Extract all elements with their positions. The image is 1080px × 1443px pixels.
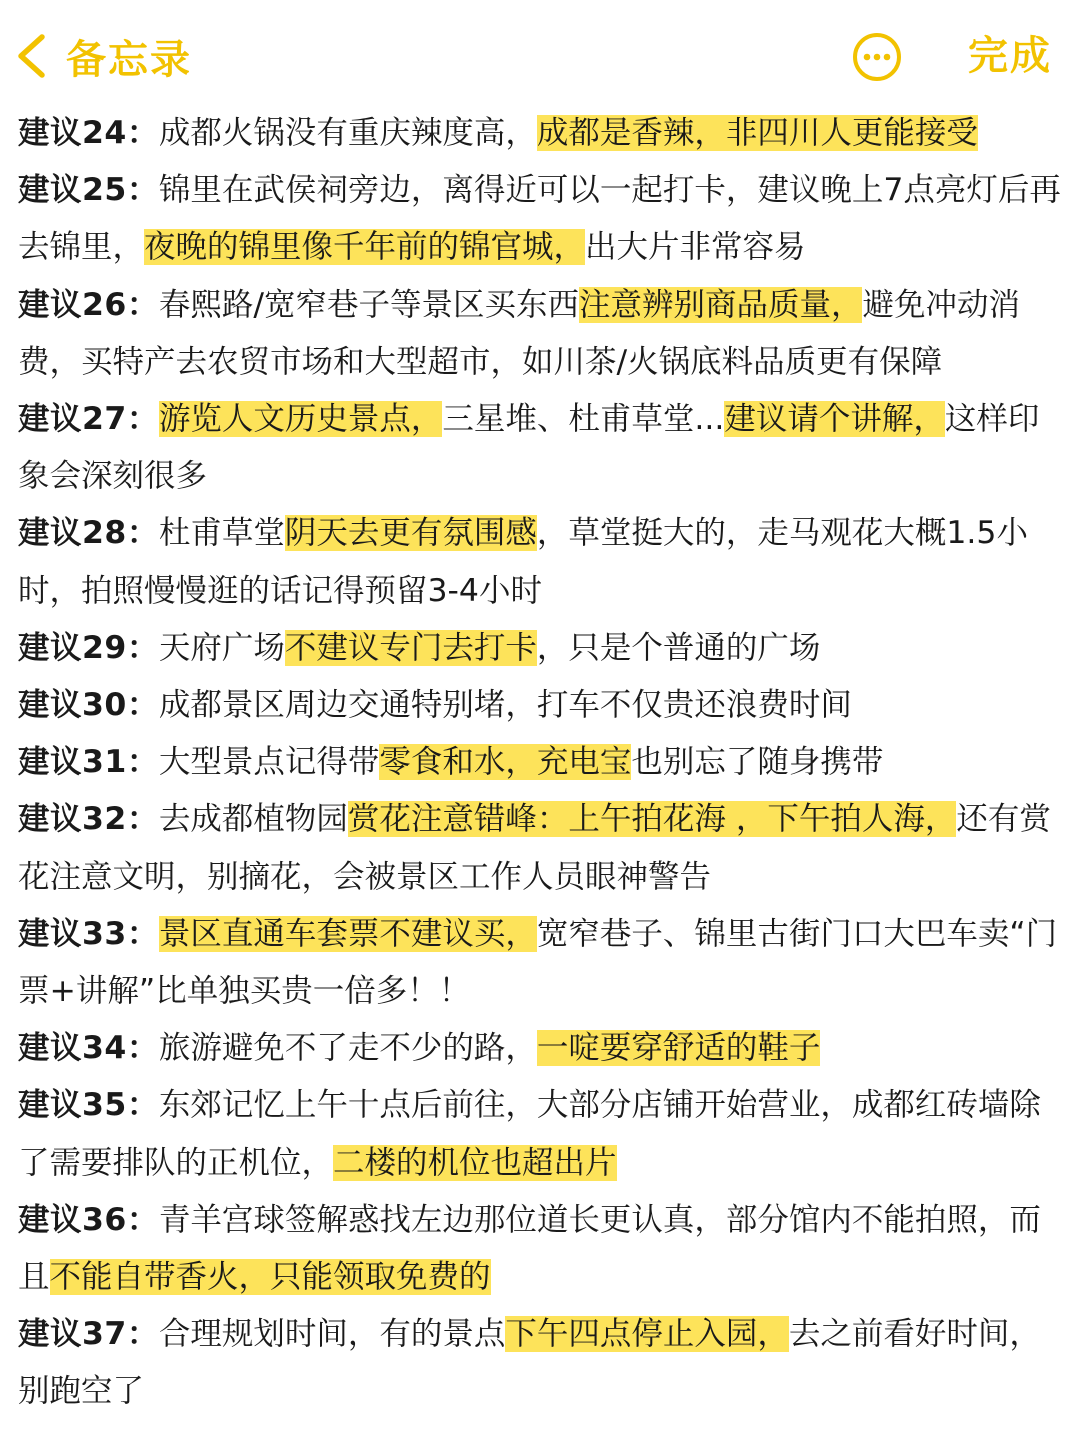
tip-text: 避免冲动消费，买特产去农贸市场和大型超市，如川茶/火锅底料品质更有保障	[18, 286, 1020, 380]
highlighted-text: 零食和水，充电宝	[379, 744, 632, 781]
tip-paragraph	[18, 906, 1064, 1020]
tip-label: 建议24：	[18, 115, 159, 151]
tip-label: 建议33：	[18, 915, 159, 952]
tip-label: 建议28：	[18, 515, 159, 552]
tip-text: 还有赏花注意文明，别摘花，会被景区工作人员眼神警告	[18, 801, 1051, 895]
tip-paragraph	[18, 620, 1064, 677]
tip-paragraph	[18, 1077, 1064, 1191]
tip-text: ，只是个普通的广场	[536, 629, 821, 666]
highlighted-text: 赏花注意错峰：上午拍花海 ，下午拍人海，	[347, 801, 957, 838]
highlighted-text: 成都是香辣，非四川人更能接受	[536, 115, 978, 151]
highlighted-text: 注意辨别商品质量，	[578, 286, 863, 323]
tip-label: 建议35：	[18, 1087, 159, 1124]
tip-text: 成都景区周边交通特别堵，打车不仅贵还浪费时间	[158, 687, 852, 724]
tip-text: 东郊记忆上午十点后前往，大部分店铺开始营业，成都红砖墙除了需要排队的正机位，	[18, 1087, 1041, 1181]
more-options-button[interactable]	[852, 32, 902, 82]
tip-text: 宽窄巷子、锦里古街门口大巴车卖“门票+讲解”比单独买贵一倍多！！	[18, 915, 1058, 1010]
more-circle-icon	[852, 67, 902, 86]
tip-text: 旅游避免不了走不少的路，	[158, 1030, 537, 1067]
highlighted-text: 阴天去更有氛围感	[284, 515, 537, 552]
tip-paragraph	[18, 677, 1064, 734]
highlighted-text: 二楼的机位也超出片	[333, 1144, 617, 1181]
tip-text: 锦里在武侯祠旁边，离得近可以一起打卡，建议晚上7点亮灯后再去锦里，	[18, 172, 1061, 266]
tip-label: 建议37：	[18, 1316, 159, 1353]
tip-text: 春熙路/宽窄巷子等景区买东西	[158, 286, 579, 323]
done-button[interactable]: 完成	[968, 33, 1052, 79]
tip-label: 建议30：	[18, 687, 159, 724]
tip-label: 建议36：	[18, 1201, 159, 1238]
tip-label: 建议27：	[18, 401, 159, 438]
tip-text: 大型景点记得带	[158, 744, 380, 781]
tip-text: 三星堆、杜甫草堂...	[442, 401, 725, 438]
back-button[interactable]	[14, 28, 192, 84]
tip-paragraph	[18, 1306, 1064, 1420]
highlighted-text: 游览人文历史景点，	[158, 401, 443, 438]
tip-text: ，草堂挺大的，走马观花大概1.5小时，拍照慢慢逛的话记得预留3-4小时	[18, 515, 1028, 609]
tip-paragraph	[18, 277, 1064, 391]
navigation-bar	[0, 0, 1080, 112]
highlighted-text: 不能自带香火，只能领取免费的	[49, 1259, 491, 1296]
tip-text: 也别忘了随身携带	[631, 744, 884, 781]
tip-text: 天府广场	[158, 629, 285, 666]
tip-paragraph	[18, 791, 1064, 905]
tip-text: 这样印象会深刻很多	[18, 401, 1040, 495]
tip-text: 青羊宫球签解惑找左边那位道长更认真，部分馆内不能拍照，而且	[18, 1201, 1041, 1296]
tip-label: 建议29：	[18, 629, 159, 666]
tip-paragraph	[18, 1192, 1064, 1306]
highlighted-text: 一啶要穿舒适的鞋子	[536, 1030, 821, 1067]
tip-text: 出大片非常容易	[585, 229, 806, 266]
tip-label: 建议26：	[18, 286, 159, 323]
tip-paragraph	[18, 734, 1064, 791]
tip-label: 建议31：	[18, 744, 159, 781]
highlighted-text: 夜晚的锦里像千年前的锦官城，	[144, 229, 586, 266]
tip-text: 杜甫草堂	[158, 515, 285, 552]
tip-label: 建议32：	[18, 801, 159, 838]
tip-text: 去成都植物园	[158, 801, 348, 838]
highlighted-text: 建议请个讲解，	[724, 401, 945, 438]
tip-text: 成都火锅没有重庆辣度高，	[158, 115, 537, 151]
highlighted-text: 景区直通车套票不建议买，	[158, 915, 537, 952]
highlighted-text: 下午四点停止入园，	[505, 1316, 789, 1353]
highlighted-text: 不建议专门去打卡	[284, 629, 537, 666]
tip-paragraph	[18, 391, 1064, 505]
tip-paragraph	[18, 505, 1064, 619]
note-body[interactable]	[18, 105, 1064, 1421]
tip-paragraph	[18, 105, 1064, 162]
tip-label: 建议25：	[18, 172, 159, 209]
back-label: 备忘录	[66, 36, 192, 83]
chevron-left-icon	[14, 33, 48, 79]
tip-text: 合理规划时间，有的景点	[158, 1316, 506, 1353]
tip-text: 去之前看好时间，别跑空了	[18, 1316, 1041, 1410]
tip-paragraph	[18, 162, 1064, 276]
tip-paragraph	[18, 1020, 1064, 1077]
tip-label: 建议34：	[18, 1030, 159, 1067]
